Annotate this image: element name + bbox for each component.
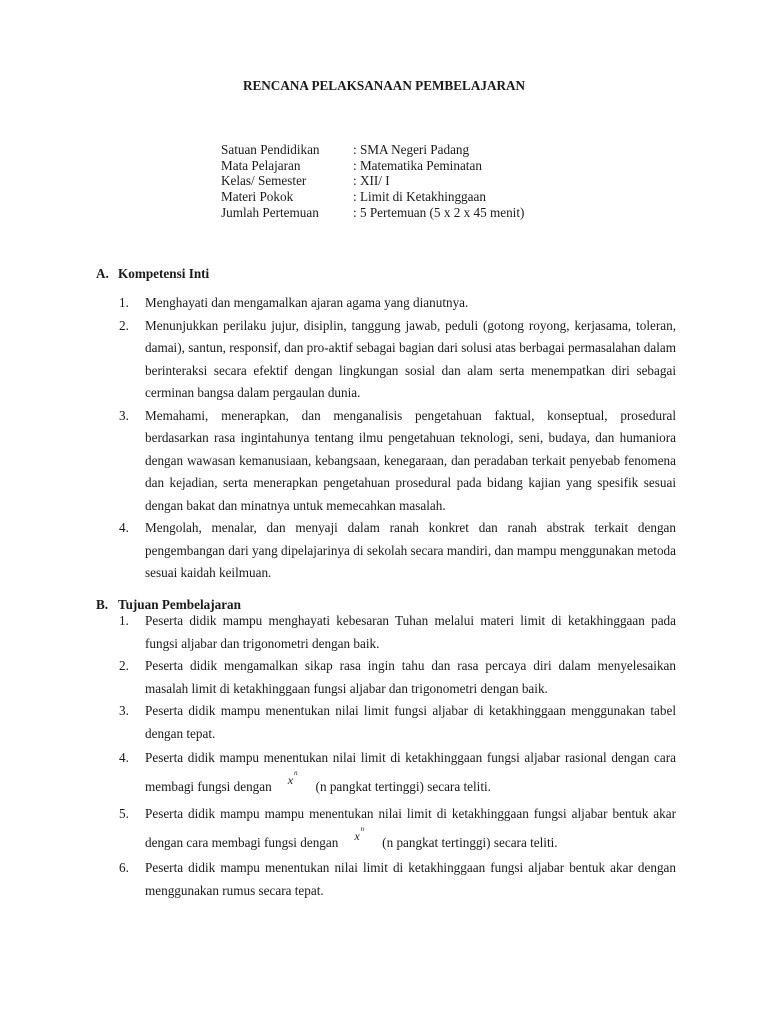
kompetensi-inti-list bbox=[119, 292, 676, 585]
item-number: 3. bbox=[119, 407, 129, 423]
info-value: : Matematika Peminatan bbox=[353, 157, 482, 173]
item-number: 4. bbox=[119, 750, 129, 765]
item-number: 2. bbox=[119, 658, 129, 673]
item-number: 3. bbox=[119, 703, 129, 718]
item-text: Peserta didik mampu menghayati kebesaran Tuhan melalui materi limit di ketakhinggaan pada fungsi aljabar dan trigonometri dengan baik. bbox=[145, 613, 676, 651]
list-item bbox=[119, 405, 676, 518]
section-title: Tujuan Pembelajaran bbox=[118, 597, 241, 612]
list-item bbox=[119, 800, 676, 857]
list-item bbox=[119, 610, 676, 655]
item-text: Peserta didik mampu menentukan nilai limit fungsi aljabar di ketakhinggaan menggunakan tabel dengan tepat. bbox=[145, 703, 676, 741]
item-number: 2. bbox=[119, 317, 129, 333]
math-x-power-n bbox=[354, 820, 364, 850]
item-text: Menunjukkan perilaku jujur, disiplin, tanggung jawab, peduli (gotong royong, kerjasama, toleran, damai), santun, responsif, dan pro-aktif sebagai bagian dari solusi atas berbagai permasalahan dalam berinteraksi secara efektif dengan lingkungan sosial dan alam serta menempatkan diri sebagai cerminan bangsa dalam pergaulan dunia. bbox=[145, 317, 676, 400]
item-number: 4. bbox=[119, 520, 129, 535]
section-letter: B. bbox=[96, 597, 109, 612]
info-label: Materi Pokok bbox=[221, 189, 294, 205]
list-item bbox=[119, 655, 676, 700]
list-item bbox=[119, 700, 676, 745]
item-text: Peserta didik mampu menentukan nilai limit di ketakhinggaan fungsi aljabar rasional dengan cara membagi fungsi dengan bbox=[145, 750, 676, 794]
item-text-continued: (n pangkat tertinggi) secara teliti. bbox=[382, 835, 558, 850]
info-label: Mata Pelajaran bbox=[221, 157, 301, 173]
section-title: Kompetensi Inti bbox=[118, 266, 210, 281]
section-letter: A. bbox=[96, 266, 109, 281]
info-label: Satuan Pendidikan bbox=[221, 142, 320, 157]
identity-table bbox=[221, 142, 524, 220]
item-text-continued: (n pangkat tertinggi) secara teliti. bbox=[315, 779, 491, 794]
item-text: Memahami, menerapkan, dan menganalisis pengetahuan faktual, konseptual, prosedural berdasarkan rasa ingintahunya tentang ilmu pengetahuan teknologi, seni, budaya, dan humaniora dengan wawasan kemanusiaan, kebangsaan, kenegaraan, dan peradaban terkait penyebab fenomena dan kejadian, serta menerapkan pengetahuan prosedural pada bidang kajian yang spesifik sesuai dengan bakat dan minatnya untuk memecahkan masalah. bbox=[145, 407, 676, 513]
info-row bbox=[221, 173, 524, 189]
info-row bbox=[221, 205, 524, 221]
item-number: 1. bbox=[119, 295, 129, 310]
item-text: Mengolah, menalar, dan menyaji dalam ranah konkret dan ranah abstrak terkait dengan pengembangan dari yang dipelajarinya di sekolah secara mandiri, dan mampu menggunakan metoda sesuai kaidah keilmuan. bbox=[145, 520, 676, 580]
item-text: Peserta didik mampu menentukan nilai limit di ketakhinggaan fungsi aljabar bentuk akar dengan menggunakan rumus secara tepat. bbox=[145, 860, 676, 898]
info-label: Jumlah Pertemuan bbox=[221, 204, 319, 220]
section-heading-kompetensi-inti bbox=[96, 266, 209, 282]
item-number: 1. bbox=[119, 613, 129, 628]
list-item bbox=[119, 857, 676, 902]
info-row bbox=[221, 158, 524, 174]
info-value: : Limit di Ketakhinggaan bbox=[353, 189, 486, 205]
page-title: RENCANA PELAKSANAAN PEMBELAJARAN bbox=[242, 78, 526, 93]
tujuan-pembelajaran-list bbox=[119, 610, 676, 902]
info-value: : SMA Negeri Padang bbox=[353, 142, 470, 157]
math-n: n bbox=[360, 825, 365, 833]
info-label: Kelas/ Semester bbox=[221, 173, 307, 189]
item-text: Menghayati dan mengamalkan ajaran agama yang dianutnya. bbox=[145, 295, 469, 310]
math-x: x bbox=[287, 773, 294, 787]
list-item bbox=[119, 292, 676, 315]
info-value: : 5 Pertemuan (5 x 2 x 45 menit) bbox=[353, 204, 525, 220]
item-text: Peserta didik mampu mampu menentukan nilai limit di ketakhinggaan fungsi aljabar bentuk akar dengan cara membagi fungsi dengan bbox=[145, 806, 676, 850]
math-n: n bbox=[294, 769, 298, 777]
info-row bbox=[221, 189, 524, 205]
list-item bbox=[119, 517, 676, 585]
info-row bbox=[221, 142, 524, 158]
math-x: x bbox=[354, 829, 360, 843]
item-number: 5. bbox=[119, 806, 129, 821]
list-item bbox=[119, 745, 676, 800]
item-text: Peserta didik mengamalkan sikap rasa ingin tahu dan rasa percaya diri dalam menyelesaikan masalah limit di ketakhinggaan fungsi aljabar dan trigonometri dengan baik. bbox=[145, 658, 676, 696]
math-x-power-n bbox=[288, 764, 298, 793]
list-item bbox=[119, 315, 676, 405]
info-value: : XII/ I bbox=[353, 173, 390, 189]
item-number: 6. bbox=[119, 860, 129, 875]
